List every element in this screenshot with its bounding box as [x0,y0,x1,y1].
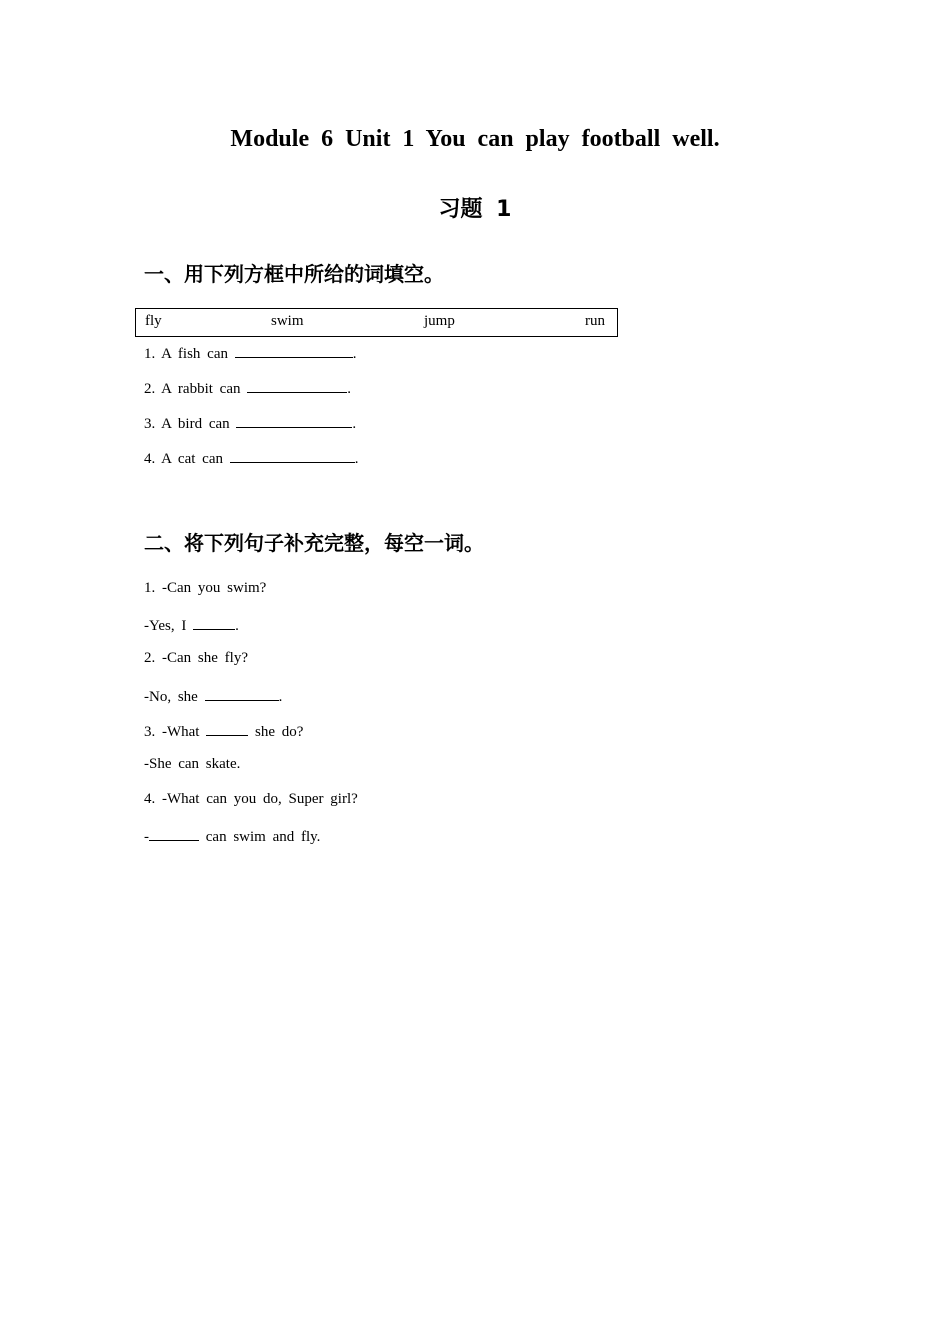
word-bank-item: jump [424,313,455,329]
section-2-heading: 二、将下列句子补充完整，每空一词。 [144,531,484,555]
exercise-2-line [144,580,266,597]
item-text: 2. A rabbit can [144,381,248,397]
word-bank-box [135,308,618,337]
line-text: -She can skate. [144,756,241,772]
exercise-2-line [144,686,282,706]
exercise-2-line [144,826,320,846]
line-text: she do? [248,724,304,740]
line-text: - [144,829,149,845]
answer-blank[interactable] [236,413,352,428]
exercise-2-line [144,756,240,773]
item-punct: . [354,451,359,467]
word-bank-item: run [585,313,605,329]
item-text: 3. A bird can [144,416,237,432]
answer-blank[interactable] [235,343,353,358]
line-text: -Yes, I [144,618,194,634]
line-text: -No, she [144,689,205,705]
item-text: 4. A cat can [144,451,230,467]
exercise-1-item [144,343,357,363]
exercise-1-item [144,448,358,468]
section-1-heading: 一、用下列方框中所给的词填空。 [144,262,444,286]
answer-blank[interactable] [205,686,279,701]
answer-blank[interactable] [230,448,355,463]
line-text: can swim and fly. [199,829,321,845]
line-punct: . [278,689,283,705]
item-punct: . [352,346,357,362]
item-punct: . [347,381,351,397]
line-text: 1. -Can you swim? [144,580,267,596]
answer-blank[interactable] [193,615,235,630]
line-text: 2. -Can she fly? [144,650,248,666]
line-punct: . [235,618,239,634]
line-text: 3. -What [144,724,207,740]
word-bank-item: swim [271,313,304,329]
answer-blank[interactable] [247,378,347,393]
document-title: Module 6 Unit 1 You can play football well. [230,126,720,152]
exercise-2-line [144,791,358,808]
document-subtitle: 习题 1 [438,197,512,222]
exercise-2-line [144,615,239,635]
answer-blank[interactable] [206,721,248,736]
exercise-1-item [144,413,356,433]
item-text: 1. A fish can [144,346,235,362]
exercise-2-line [144,650,248,667]
line-text: 4. -What can you do, Super girl? [144,791,358,807]
exercise-2-line [144,721,303,741]
item-punct: . [352,416,357,432]
exercise-1-item [144,378,351,398]
word-bank-item: fly [145,313,162,329]
answer-blank[interactable] [149,826,199,841]
